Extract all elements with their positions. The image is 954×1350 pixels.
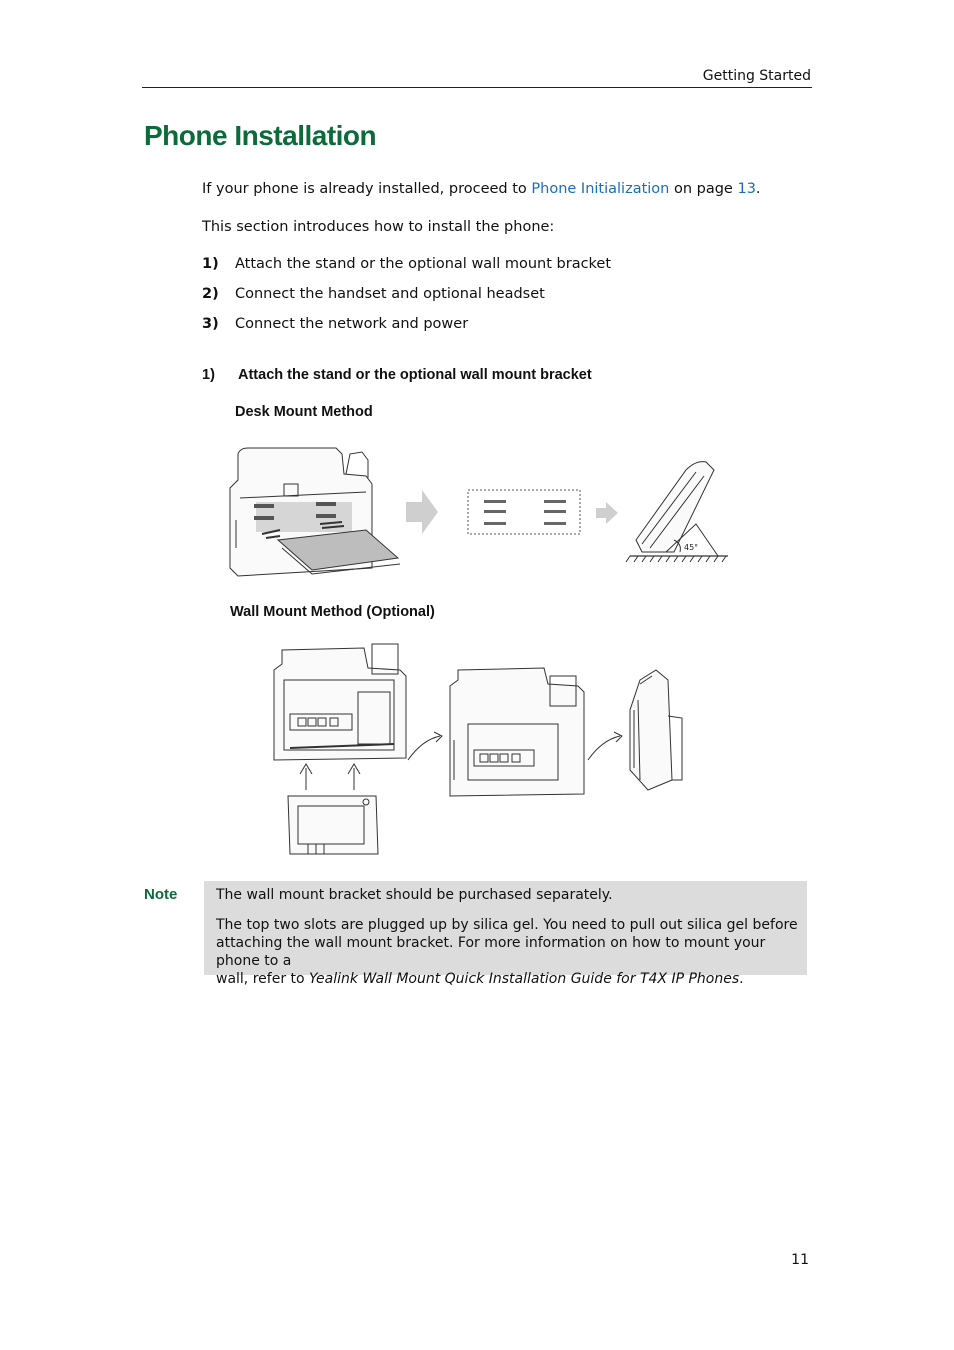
note-line-2c — [216, 970, 800, 988]
intro-prefix: If your phone is already installed, proceed to — [202, 181, 532, 197]
step1-number: 1) — [202, 367, 215, 383]
list-text: Attach the stand or the optional wall mount bracket — [235, 256, 612, 272]
phone-initialization-link[interactable]: Phone Initialization — [531, 181, 670, 197]
page-ref-link[interactable]: 13 — [737, 181, 756, 197]
list-item — [202, 286, 545, 302]
angle-label: 45° — [684, 543, 699, 552]
intro-paragraph — [202, 181, 761, 197]
header-rule — [142, 87, 812, 88]
desk-mount-heading: Desk Mount Method — [235, 404, 373, 420]
section-intro: This section introduces how to install the phone: — [202, 219, 555, 235]
note-ref-title: Yealink Wall Mount Quick Installation Guide for T4X IP Phones — [309, 971, 740, 987]
running-header: Getting Started — [702, 68, 811, 84]
arrow-right-icon — [406, 490, 438, 534]
step1-heading — [202, 367, 592, 383]
list-item — [202, 316, 468, 332]
arrow-right-icon — [596, 502, 618, 524]
page-title: Phone Installation — [144, 120, 377, 151]
desk-mount-illustration — [226, 440, 732, 582]
intro-middle: on page — [669, 181, 738, 197]
note-paragraph-2 — [216, 916, 800, 988]
list-text: Connect the handset and optional headset — [235, 286, 545, 302]
list-number: 1) — [202, 256, 219, 272]
step1-text: Attach the stand or the optional wall mount bracket — [238, 367, 592, 383]
note-label: Note — [144, 886, 178, 903]
wall-mount-heading: Wall Mount Method (Optional) — [230, 604, 435, 620]
list-item — [202, 256, 611, 272]
note-line-1: The wall mount bracket should be purchased separately. — [216, 887, 613, 903]
page-number: 11 — [791, 1252, 809, 1268]
note-ref-suffix: . — [739, 971, 744, 987]
list-number: 2) — [202, 286, 219, 302]
intro-suffix: . — [755, 181, 761, 197]
wall-mount-illustration — [268, 640, 692, 858]
note-line-2a: The top two slots are plugged up by silica gel. You need to pull out silica gel before — [216, 917, 798, 933]
note-ref-prefix: wall, refer to — [216, 971, 310, 987]
list-text: Connect the network and power — [235, 316, 469, 332]
list-number: 3) — [202, 316, 219, 332]
note-line-2b: attaching the wall mount bracket. For more information on how to mount your phone to a — [216, 935, 766, 969]
